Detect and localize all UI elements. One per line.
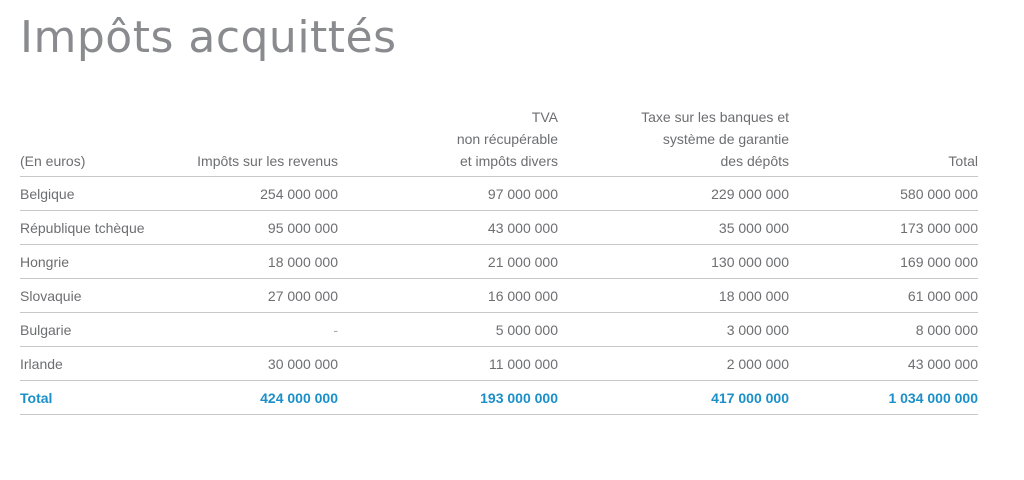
bank-tax-total: 417 000 000	[558, 381, 789, 415]
table-row	[20, 279, 978, 313]
taxes-table	[20, 106, 978, 415]
bank-tax-cell: 18 000 000	[558, 279, 789, 313]
table-row	[20, 313, 978, 347]
income-tax-cell: 254 000 000	[176, 177, 338, 211]
income-tax-cell: 27 000 000	[176, 279, 338, 313]
total-cell: 61 000 000	[789, 279, 978, 313]
country-cell: Irlande	[20, 347, 176, 381]
vat-cell: 43 000 000	[338, 211, 558, 245]
vat-cell: 5 000 000	[338, 313, 558, 347]
unit-label-header: (En euros)	[20, 106, 176, 177]
total-cell: 169 000 000	[789, 245, 978, 279]
table-row	[20, 211, 978, 245]
bank-tax-cell: 35 000 000	[558, 211, 789, 245]
income-tax-header: Impôts sur les revenus	[176, 106, 338, 177]
bank-tax-cell: 229 000 000	[558, 177, 789, 211]
income-tax-cell: 18 000 000	[176, 245, 338, 279]
country-cell: Hongrie	[20, 245, 176, 279]
table-row	[20, 347, 978, 381]
grand-total: 1 034 000 000	[789, 381, 978, 415]
bank-tax-cell: 130 000 000	[558, 245, 789, 279]
bank-tax-header: Taxe sur les banques et système de garantie des dépôts	[558, 106, 789, 177]
income-tax-cell: 30 000 000	[176, 347, 338, 381]
country-cell: Slovaquie	[20, 279, 176, 313]
vat-cell: 97 000 000	[338, 177, 558, 211]
vat-cell: 11 000 000	[338, 347, 558, 381]
total-cell: 43 000 000	[789, 347, 978, 381]
vat-cell: 21 000 000	[338, 245, 558, 279]
bank-tax-cell: 2 000 000	[558, 347, 789, 381]
total-cell: 8 000 000	[789, 313, 978, 347]
income-tax-cell: -	[176, 313, 338, 347]
table-row	[20, 177, 978, 211]
income-tax-total: 424 000 000	[176, 381, 338, 415]
vat-cell: 16 000 000	[338, 279, 558, 313]
vat-header: TVA non récupérable et impôts divers	[338, 106, 558, 177]
total-cell: 580 000 000	[789, 177, 978, 211]
table-header-row	[20, 106, 978, 177]
bank-tax-cell: 3 000 000	[558, 313, 789, 347]
country-cell: République tchèque	[20, 211, 176, 245]
country-cell: Belgique	[20, 177, 176, 211]
vat-total: 193 000 000	[338, 381, 558, 415]
total-label: Total	[20, 381, 176, 415]
country-cell: Bulgarie	[20, 313, 176, 347]
income-tax-cell: 95 000 000	[176, 211, 338, 245]
total-cell: 173 000 000	[789, 211, 978, 245]
page-title: Impôts acquittés	[20, 12, 397, 63]
total-row	[20, 381, 978, 415]
table-row	[20, 245, 978, 279]
total-header: Total	[789, 106, 978, 177]
